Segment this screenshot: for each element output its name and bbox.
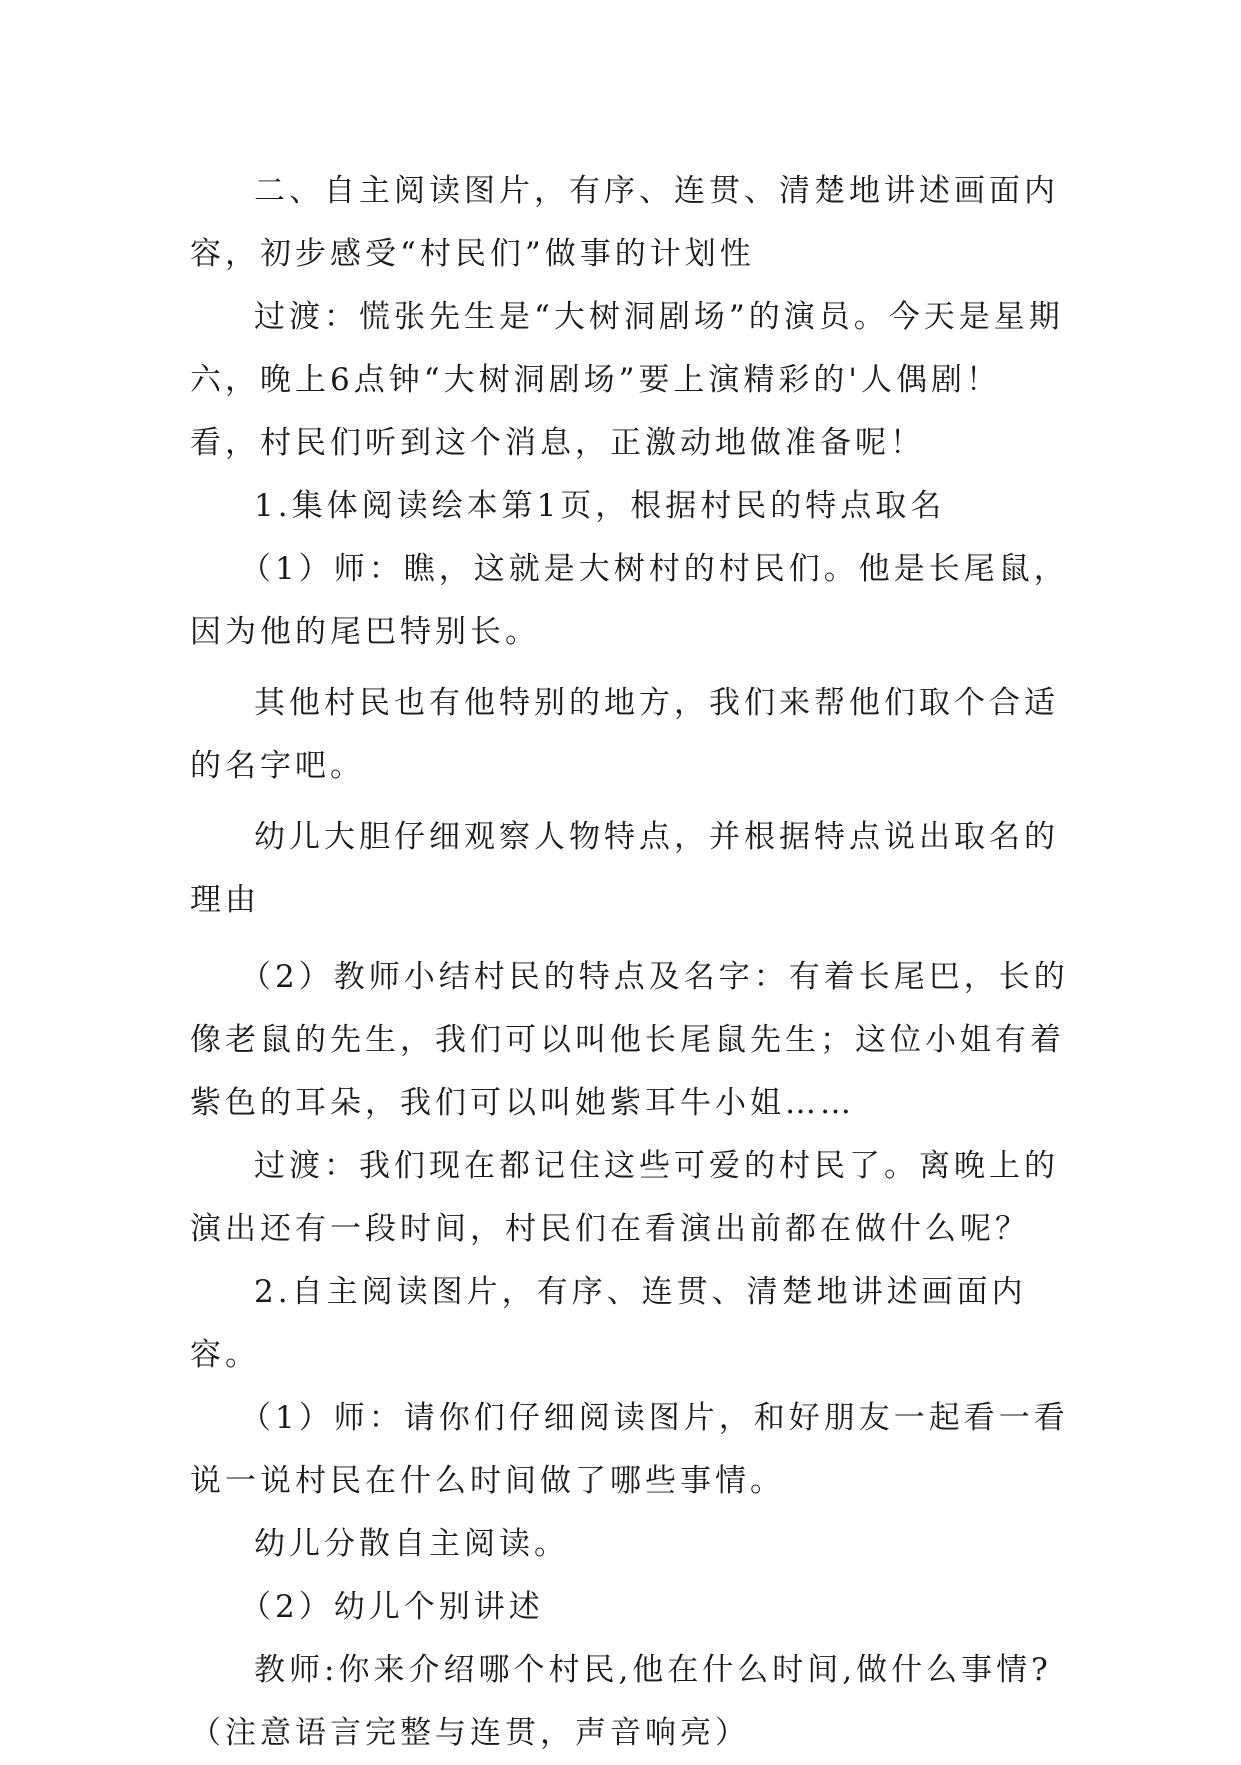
transition-paragraph: 过渡：我们现在都记住这些可爱的村民了。离晚上的演出还有一段时间，村民们在看演出前都在做什么呢？	[190, 1148, 1059, 1247]
paragraph: 幼儿大胆仔细观察人物特点，并根据特点说出取名的理由	[190, 819, 1059, 918]
section-heading: 二、自主阅读图片，有序、连贯、清楚地讲述画面内容，初步感受“村民们”做事的计划性	[190, 173, 1059, 272]
paragraph: 幼儿分散自主阅读。	[254, 1526, 569, 1562]
summary-paragraph: （2）教师小结村民的特点及名字：有着长尾巴，长的像老鼠的先生，我们可以叫他长尾鼠先生；这位小姐有着紫色的耳朵，我们可以叫她紫耳牛小姐……	[190, 959, 1069, 1121]
transition-paragraph: 过渡：慌张先生是“大树洞剧场”的演员。今天是星期六，晚上6点钟“大树洞剧场”要上演精彩的'人偶剧！看，村民们听到这个消息，正激动地做准备呢！	[190, 299, 1064, 461]
teacher-prompt-paragraph: （1）师：瞧，这就是大树村的村民们。他是长尾鼠，因为他的尾巴特别长。	[190, 551, 1069, 650]
document-body	[190, 160, 1070, 1765]
step-heading: 1.集体阅读绘本第1页，根据村民的特点取名	[254, 488, 946, 524]
paragraph: 其他村民也有他特别的地方，我们来帮他们取个合适的名字吧。	[190, 685, 1059, 784]
paragraph: （2）幼儿个别讲述	[240, 1589, 544, 1625]
teacher-question-paragraph: 教师:你来介绍哪个村民,他在什么时间,做什么事情?	[254, 1652, 1052, 1688]
step-heading: 2.自主阅读图片，有序、连贯、清楚地讲述画面内容。	[190, 1274, 1027, 1373]
teacher-prompt-paragraph: （1）师：请你们仔细阅读图片，和好朋友一起看一看说一说村民在什么时间做了哪些事情。	[190, 1400, 1069, 1499]
note-paragraph: （注意语言完整与连贯，声音响亮）	[190, 1715, 750, 1751]
